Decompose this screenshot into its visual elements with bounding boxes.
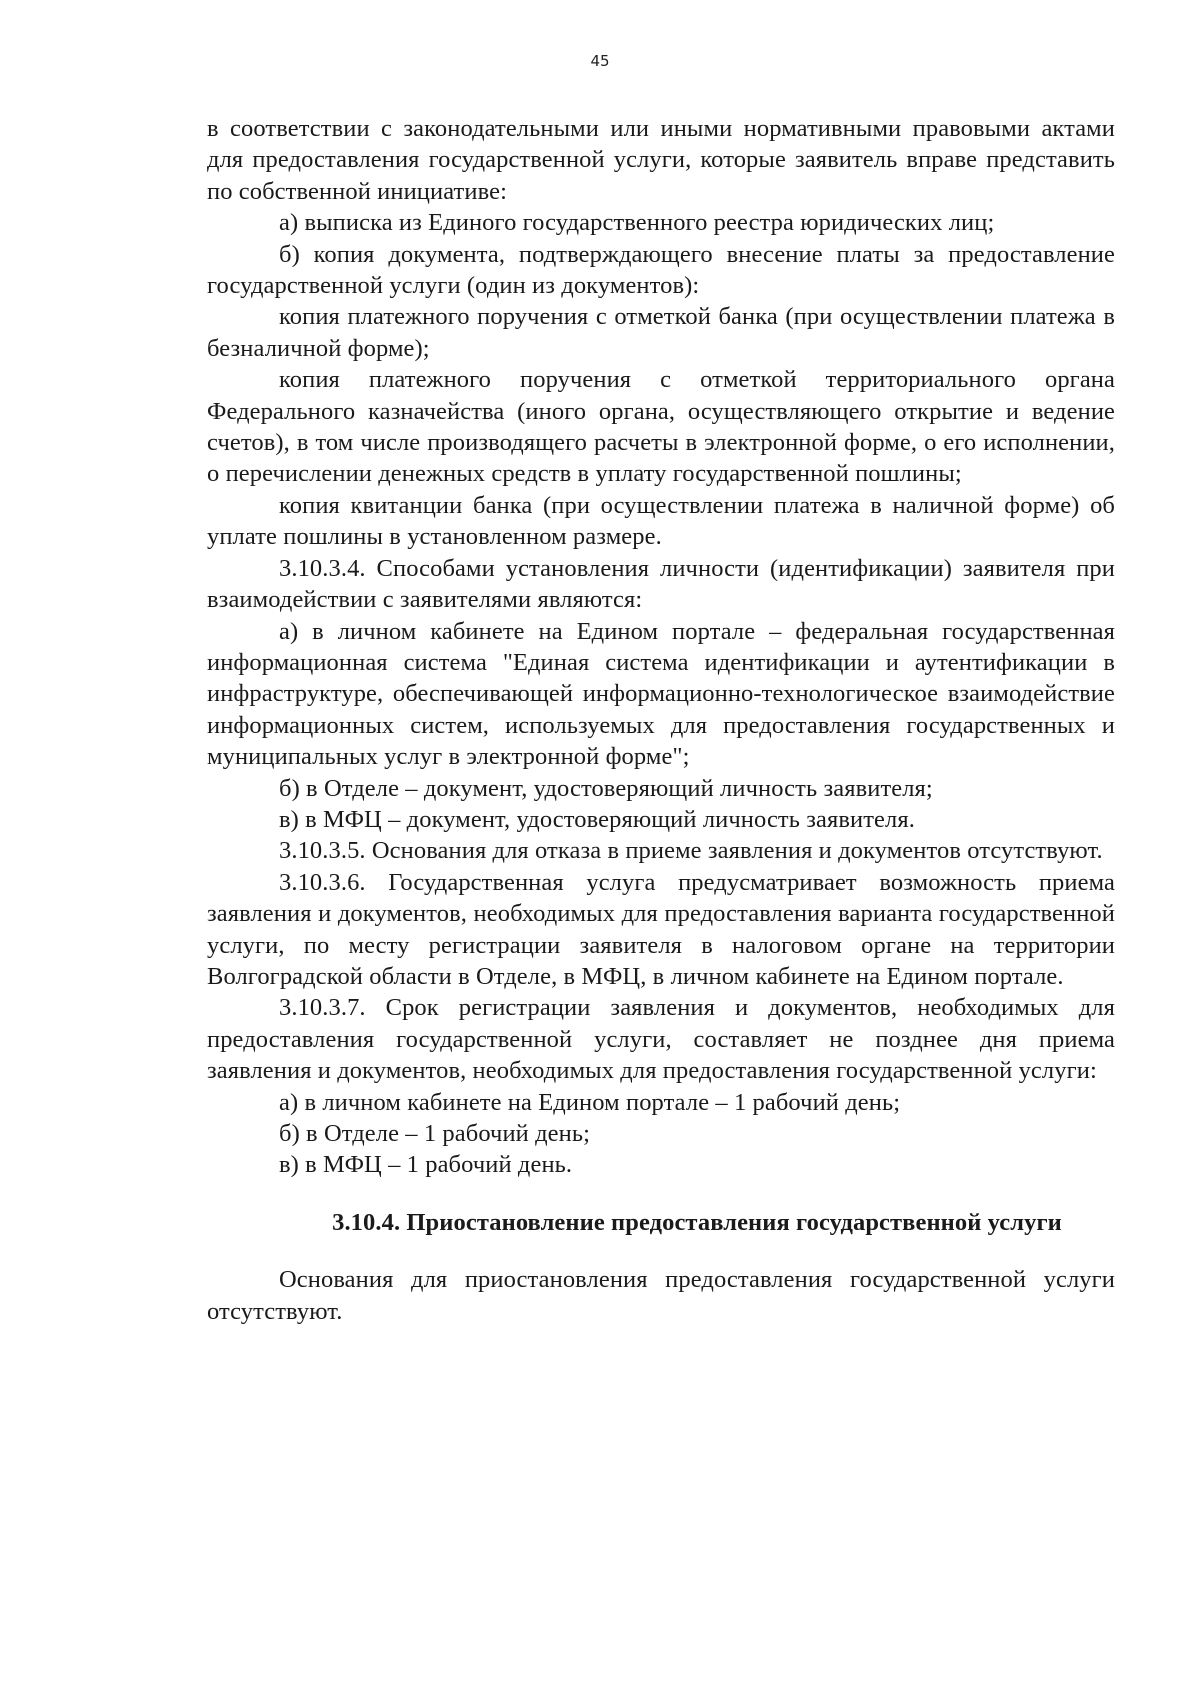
- paragraph: в) в МФЦ – документ, удостоверяющий личность заявителя.: [279, 805, 915, 833]
- paragraph: в) в МФЦ – 1 рабочий день.: [279, 1151, 573, 1179]
- section-heading: 3.10.4. Приостановление предоставления государственной услуги: [332, 1208, 1062, 1236]
- paragraph: 3.10.3.5. Основания для отказа в приеме заявления и документов отсутствуют.: [279, 837, 1103, 865]
- paragraph: б) в Отделе – документ, удостоверяющий личность заявителя;: [279, 774, 933, 802]
- paragraph: б) копия документа, подтверждающего внесение платы за предоставление государственной услуги (один из документов):: [207, 240, 1115, 300]
- paragraph: а) в личном кабинете на Едином портале – 1 рабочий день;: [279, 1088, 901, 1116]
- paragraph: 3.10.3.6. Государственная услуга предусматривает возможность приема заявления и документов, необходимых для предоставления варианта государственной услуги, по месту регистрации заявителя в налоговом органе на территории Волгоградской области в Отделе, в МФЦ, в личном кабинете на Едином портале.: [207, 868, 1115, 990]
- paragraph: 3.10.3.4. Способами установления личности (идентификации) заявителя при взаимодействии с заявителями являются:: [207, 554, 1115, 614]
- paragraph: а) в личном кабинете на Едином портале – федеральная государственная информационная система "Единая система идентификации и аутентификации в инфраструктуре, обеспечивающей информационно-технологическое взаимодействие информационных систем, используемых для предоставления государственных и муниципальных услуг в электронной форме";: [207, 617, 1115, 771]
- paragraph: в соответствии с законодательными или иными нормативными правовыми актами для предоставления государственной услуги, которые заявитель вправе представить по собственной инициативе:: [207, 115, 1115, 205]
- paragraph: б) в Отделе – 1 рабочий день;: [279, 1120, 591, 1147]
- paragraph: копия платежного поручения с отметкой банка (при осуществлении платежа в безналичной форме);: [207, 303, 1115, 362]
- document-body: [207, 113, 1115, 1327]
- closing-paragraph: Основания для приостановления предоставления государственной услуги отсутствуют.: [207, 1266, 1115, 1325]
- page-number: 45: [590, 52, 610, 70]
- paragraph: копия квитанции банка (при осуществлении платежа в наличной форме) об уплате пошлины в установленном размере.: [207, 491, 1115, 551]
- paragraph: копия платежного поручения с отметкой территориального органа Федерального казначейства (иного органа, осуществляющего открытие и ведение счетов), в том числе производящего расчеты в электронной форме, о его исполнении, о перечислении денежных средств в уплату государственной пошлины;: [207, 366, 1115, 488]
- paragraph: а) выписка из Единого государственного реестра юридических лиц;: [279, 209, 995, 237]
- paragraph: 3.10.3.7. Срок регистрации заявления и документов, необходимых для предоставления государственной услуги, составляет не позднее дня приема заявления и документов, необходимых для предоставления государственной услуги:: [207, 994, 1115, 1085]
